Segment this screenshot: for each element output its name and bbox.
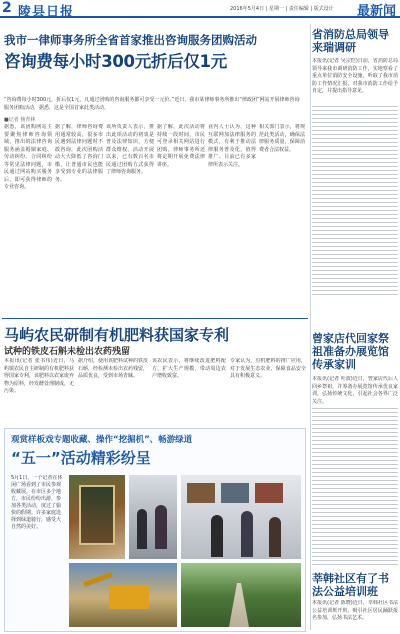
feature-photo-painting bbox=[69, 475, 125, 559]
exhibit-frame bbox=[255, 483, 283, 503]
painting-frame bbox=[79, 485, 115, 545]
divider bbox=[2, 318, 308, 319]
issue-info: 2016年5月4日 | 星期一 | 责任编辑 | 版式设计 bbox=[230, 6, 334, 12]
feature-photo-excavator bbox=[69, 563, 177, 627]
feature-box bbox=[4, 428, 306, 632]
lead-story bbox=[0, 24, 307, 314]
lead-story-column: 据了解，此次活动将持续一段时间，市民可登录相关网站进行团购。律师事务所还将定期开展免费法律讲座。 bbox=[157, 124, 205, 168]
sidebar-title: 曾家店代回家祭祖准备办展览馆传承家训 bbox=[312, 332, 389, 371]
person-silhouette bbox=[269, 517, 281, 557]
lead-story-column: 相关部门表示，将规范此类活动，确保法律服务质量，保障消费者合法权益。 bbox=[259, 124, 305, 153]
story2-column: 该农民表示，将继续改进肥料配方，扩大生产规模，带动周边农户增收致富。 bbox=[152, 358, 226, 379]
person-silhouette bbox=[211, 515, 223, 557]
lead-story-lead: “咨询费每小时300元，折后仅1元，凡通过团购的咨询服务都可享受一元价。”近日，我市某律师事务所推出“律政团”网站开展律师咨询服务团购活动，据悉，这是全国首家此类活动。 bbox=[4, 97, 300, 111]
person-silhouette bbox=[137, 509, 147, 549]
section-name: 最新闻 bbox=[356, 4, 396, 19]
exhibit-frame bbox=[187, 483, 215, 503]
story2-headline: 马屿农民研制有机肥料获国家专利 bbox=[4, 326, 230, 344]
feature-photo-greenway bbox=[181, 563, 301, 627]
story2-column: 专家认为，有机肥料的推广应用，对于发展生态农业、保障食品安全具有积极意义。 bbox=[230, 358, 306, 379]
lead-story-column: 据悉，该团购网站主要聚焦律师咨询领域，推出的法律咨询服务涵盖婚姻家庭、劳动纠纷、合同纠纷等常见法律问题，市民通过网站购买服务后，即可获得律师的专业咨询。 bbox=[4, 124, 52, 190]
column-rule bbox=[310, 24, 311, 630]
lead-story-kicker: 我市一律师事务所全省首家推出咨询服务团购活动 bbox=[4, 33, 257, 47]
sidebar-text: 本报讯(记者 叶波)近日，曾家店代后人回乡祭祖，并筹备办展览馆传承优良家训，弘扬传统文化，引起社会各界广泛关注。 bbox=[312, 376, 398, 405]
feature-kicker: 观赏样板戏专题收藏、操作“挖掘机”、畅游绿道 bbox=[11, 435, 193, 445]
greenway-path bbox=[229, 583, 249, 627]
excavator-body bbox=[109, 585, 149, 609]
exhibit-frame bbox=[221, 483, 249, 503]
person-silhouette bbox=[241, 511, 253, 557]
lead-story-headline: 咨询费每小时300元折后仅1元 bbox=[4, 52, 227, 71]
feature-photo-exhibition bbox=[181, 475, 301, 559]
sidebar-text: 本报讯(记者 吴宗恺)日前，省消防总局领导来我市调研消防工作，实地察看了重点单位消防安全设施，听取了我市消防工作情况汇报，对我市消防工作给予肯定，并提出指导意见。 bbox=[312, 58, 398, 94]
sidebar-title: 省消防总局领导来瑞调研 bbox=[312, 28, 389, 54]
feature-title: “五一”活动精彩纷呈 bbox=[11, 449, 151, 467]
lead-story-column: 该所负责人表示，推出此项活动的初衷是普及法律知识，方便群众维权。活动开展以来，已有数百名市民通过团购方式获得了律师咨询服务。 bbox=[106, 124, 154, 175]
sidebar-title: 莘韩社区有了书法公益培训班 bbox=[312, 572, 389, 598]
sidebar-text: 本报讯(记者 陈晓)近日，莘韩社区书法公益培训班开班，吸引社区居民踊跃报名参加，弘扬书法艺术。 bbox=[312, 600, 398, 621]
feature-text: 5月1日，一个记者在休闲广场看到了市民参观收藏展。在市区多个地方，市民纷纷出游，参加各类活动，度过了愉快的假期。许多家庭选择到绿道骑行，感受大自然的美好。 bbox=[11, 475, 63, 530]
story2-subhead: 试种的铁皮石斛未检出农药残留 bbox=[4, 347, 131, 357]
feature-photo-visitors bbox=[129, 475, 177, 559]
lead-story-byline: ■记者 杨青林 bbox=[4, 117, 36, 123]
masthead bbox=[0, 0, 400, 18]
paper-name: 陵县日报 bbox=[18, 5, 75, 20]
body-text-filler bbox=[312, 106, 398, 298]
story2-column: 据介绍，使用该肥料试种的铁皮石斛，经检测未检出农药残留，品质优良，受到市场青睐。 bbox=[78, 358, 148, 379]
person-silhouette bbox=[155, 505, 167, 549]
page-number: 2 bbox=[2, 0, 12, 16]
story2-column: 本报讯(记者 张书伟)近日，马屿镇农民自主研制的有机肥料获得国家专利，该肥料以农家废弃物为原料，经发酵处理制成，无污染。 bbox=[4, 358, 74, 394]
lead-story-column: 据了解，律师咨询费用通常较高，很多市民遇到法律问题时不敢咨询，此次团购活动大大降低了咨询门槛，让普通市民也能享受到专业的法律服务。 bbox=[55, 124, 103, 183]
body-text-filler bbox=[312, 408, 398, 568]
lead-story-column: 业内人士认为，这种互联网加法律服务的模式，有利于推动法律服务普及化，值得推广。目前已有多家律所表示关注。 bbox=[208, 124, 256, 168]
